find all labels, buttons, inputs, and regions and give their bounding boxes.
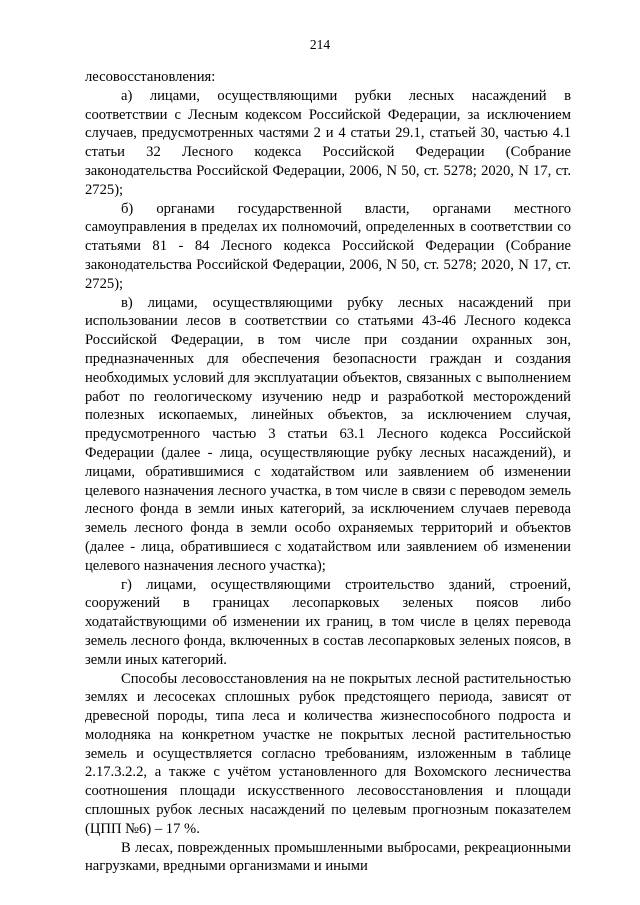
paragraph-intro: лесовосстановления:: [85, 69, 216, 85]
paragraph-item-g: г) лицами, осуществляющими строительство зданий, строений, сооружений в границах лесопарковых зеленых поясов либо ходатайствующими об изменении их границ, в том числе в целях перевода земель лесного фонда, включенных в состав лесопарковых зеленых поясов, в земли иных категорий.: [85, 576, 571, 668]
paragraph-item-b: б) органами государственной власти, органами местного самоуправления в пределах их полномочий, определенных в соответствии со статьями 81 - 84 Лесного кодекса Российской Федерации (Собрание законодательства Российской Федерации, 2006, N 50, ст. 5278; 2020, N 17, ст. 2725);: [85, 200, 571, 292]
paragraph-item-a: а) лицами, осуществляющими рубки лесных насаждений в соответствии с Лесным кодексом Российской Федерации, за исключением случаев, предусмотренных частями 2 и 4 статьи 29.1, статьей 30, частью 4.1 статьи 32 Лесного кодекса Российской Федерации (Собрание законодательства Российской Федерации, 2006, N 50, ст. 5278; 2020, N 17, ст. 2725);: [85, 87, 571, 198]
document-body: [85, 68, 571, 876]
page-number: 214: [309, 37, 331, 52]
paragraph-item-v: в) лицами, осуществляющими рубку лесных насаждений при использовании лесов в соответствии со статьями 43-46 Лесного кодекса Российской Федерации, в том числе при создании охранных зон, предназначенных для обеспечения безопасности граждан и создания необходимых условий для эксплуатации объектов, связанных с выполнением работ по геологическому изучению недр и разработкой месторождений полезных ископаемых, линейных объектов, за исключением случая, предусмотренного частью 3 статьи 63.1 Лесного кодекса Российской Федерации (далее - лица, осуществляющие рубку лесных насаждений), и лицами, обратившимися с ходатайством или заявлением об изменении целевого назначения лесного участка, в том числе в связи с переводом земель лесного фонда в земли иных категорий, за исключением случаев перевода земель лесного фонда в земли особо охраняемых территорий и объектов (далее - лица, обратившиеся с ходатайством или заявлением об изменении целевого назначения лесного участка);: [85, 294, 571, 574]
paragraph-reforestation-methods: Способы лесовосстановления на не покрытых лесной растительностью землях и лесосеках сплошных рубок предстоящего периода, зависят от древесной породы, типа леса и количества жизнеспособного подроста и молодняка на конкретном участке не покрытых лесной растительностью земель и осуществляется согласно требованиям, изложенным в таблице 2.17.3.2.2, а также с учётом установленного для Вохомского лесничества соотношения площади искусственного лесовосстановления и площади сплошных рубок лесных насаждений по целевым прогнозным показателем (ЦПП №6) – 17 %.: [85, 670, 571, 837]
paragraph-damaged-forests: В лесах, поврежденных промышленными выбросами, рекреационными нагрузками, вредными организмами и иными: [85, 839, 571, 875]
